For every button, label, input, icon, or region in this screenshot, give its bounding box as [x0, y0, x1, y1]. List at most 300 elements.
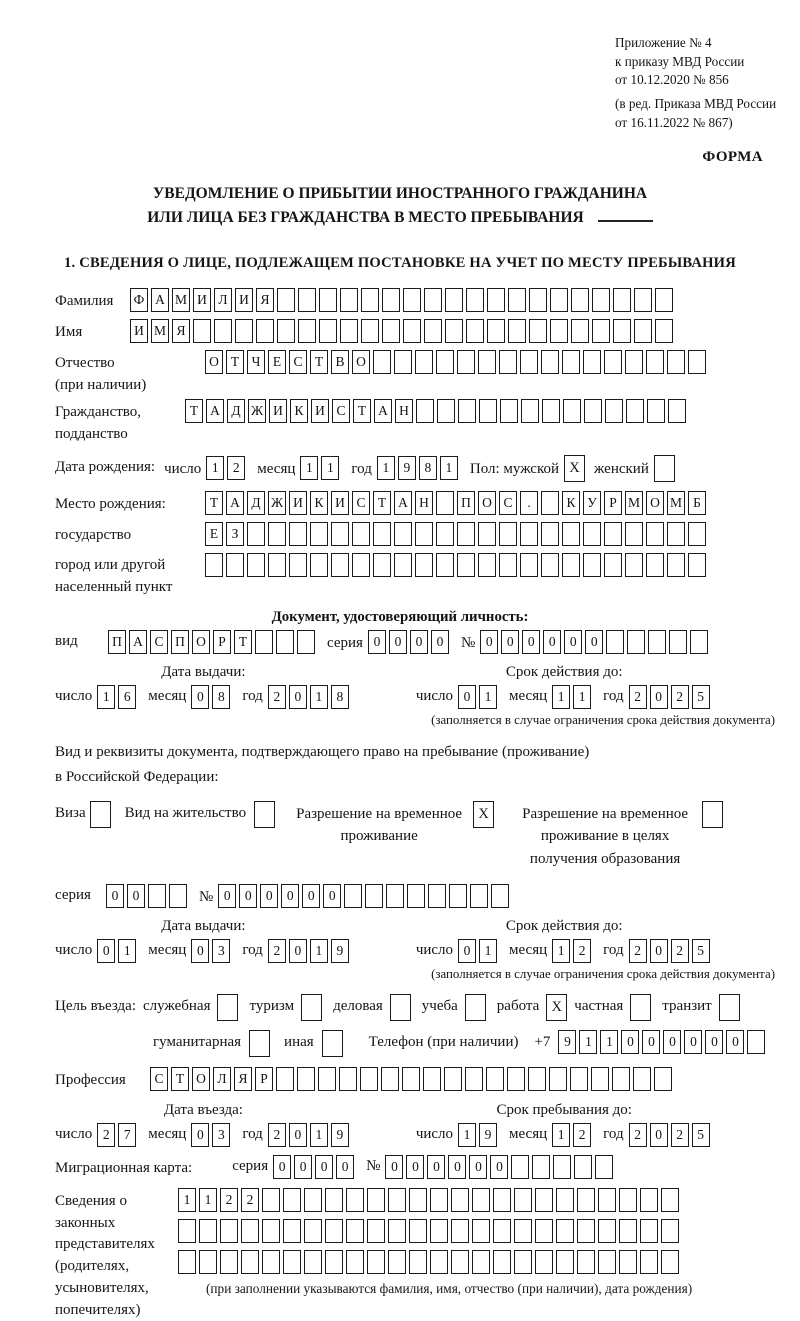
char-box[interactable]	[604, 553, 622, 577]
char-box[interactable]	[688, 350, 706, 374]
char-box[interactable]: 0	[385, 1155, 403, 1179]
char-box[interactable]	[626, 399, 644, 423]
char-box[interactable]: 2	[268, 1123, 286, 1147]
char-box[interactable]: 0	[368, 630, 386, 654]
char-box[interactable]: 1	[199, 1188, 217, 1212]
char-box[interactable]: 0	[650, 1123, 668, 1147]
char-box[interactable]	[331, 522, 349, 546]
char-box[interactable]: 0	[469, 1155, 487, 1179]
char-box[interactable]: З	[226, 522, 244, 546]
char-box[interactable]: 1	[552, 939, 570, 963]
char-box[interactable]	[514, 1188, 532, 1212]
char-box[interactable]: 0	[522, 630, 540, 654]
char-box[interactable]: 0	[97, 939, 115, 963]
char-box[interactable]	[277, 288, 295, 312]
male-checkbox[interactable]: X	[564, 455, 585, 482]
char-box[interactable]	[541, 553, 559, 577]
char-box[interactable]: П	[108, 630, 126, 654]
char-box[interactable]	[478, 350, 496, 374]
char-box[interactable]: 3	[212, 939, 230, 963]
char-box[interactable]	[571, 319, 589, 343]
char-box[interactable]: 7	[118, 1123, 136, 1147]
char-box[interactable]: И	[331, 491, 349, 515]
char-box[interactable]	[604, 350, 622, 374]
char-box[interactable]: М	[151, 319, 169, 343]
char-box[interactable]: Т	[205, 491, 223, 515]
char-box[interactable]: 6	[118, 685, 136, 709]
char-box[interactable]	[199, 1219, 217, 1243]
char-box[interactable]: О	[192, 630, 210, 654]
char-box[interactable]: Е	[205, 522, 223, 546]
char-box[interactable]: 0	[427, 1155, 445, 1179]
char-box[interactable]: О	[646, 491, 664, 515]
char-box[interactable]	[661, 1188, 679, 1212]
char-box[interactable]: 1	[178, 1188, 196, 1212]
char-box[interactable]	[340, 288, 358, 312]
char-box[interactable]	[310, 553, 328, 577]
char-box[interactable]: 0	[663, 1030, 681, 1054]
char-box[interactable]: С	[499, 491, 517, 515]
char-box[interactable]: И	[235, 288, 253, 312]
char-box[interactable]	[346, 1188, 364, 1212]
char-box[interactable]	[451, 1250, 469, 1274]
char-box[interactable]: 0	[127, 884, 145, 908]
char-box[interactable]	[220, 1250, 238, 1274]
char-box[interactable]	[553, 1155, 571, 1179]
char-box[interactable]	[255, 630, 273, 654]
char-box[interactable]: 0	[585, 630, 603, 654]
char-box[interactable]	[577, 1219, 595, 1243]
purpose-transit-checkbox[interactable]	[719, 994, 740, 1021]
char-box[interactable]: 5	[692, 939, 710, 963]
char-box[interactable]: 0	[323, 884, 341, 908]
purpose-other-checkbox[interactable]	[322, 1030, 343, 1057]
char-box[interactable]	[487, 288, 505, 312]
char-box[interactable]: Ж	[248, 399, 266, 423]
char-box[interactable]	[583, 350, 601, 374]
char-box[interactable]	[268, 522, 286, 546]
char-box[interactable]	[451, 1188, 469, 1212]
char-box[interactable]	[331, 553, 349, 577]
char-box[interactable]	[457, 553, 475, 577]
char-box[interactable]: 2	[629, 1123, 647, 1147]
char-box[interactable]: 2	[671, 1123, 689, 1147]
char-box[interactable]: 0	[650, 939, 668, 963]
char-box[interactable]	[318, 1067, 336, 1091]
char-box[interactable]	[550, 288, 568, 312]
char-box[interactable]	[148, 884, 166, 908]
char-box[interactable]	[445, 319, 463, 343]
char-box[interactable]: 2	[241, 1188, 259, 1212]
char-box[interactable]	[297, 630, 315, 654]
char-box[interactable]	[344, 884, 362, 908]
char-box[interactable]	[241, 1250, 259, 1274]
char-box[interactable]	[640, 1250, 658, 1274]
char-box[interactable]	[424, 319, 442, 343]
char-box[interactable]: С	[352, 491, 370, 515]
char-box[interactable]	[562, 522, 580, 546]
char-box[interactable]: 0	[705, 1030, 723, 1054]
char-box[interactable]: 0	[448, 1155, 466, 1179]
char-box[interactable]	[199, 1250, 217, 1274]
char-box[interactable]: 1	[377, 456, 395, 480]
char-box[interactable]: Ч	[247, 350, 265, 374]
char-box[interactable]	[499, 522, 517, 546]
char-box[interactable]	[556, 1250, 574, 1274]
char-box[interactable]	[298, 319, 316, 343]
char-box[interactable]	[667, 350, 685, 374]
purpose-tourism-checkbox[interactable]	[301, 994, 322, 1021]
char-box[interactable]	[669, 630, 687, 654]
char-box[interactable]: А	[226, 491, 244, 515]
char-box[interactable]	[220, 1219, 238, 1243]
char-box[interactable]	[598, 1250, 616, 1274]
char-box[interactable]: 2	[671, 939, 689, 963]
char-box[interactable]: 0	[650, 685, 668, 709]
char-box[interactable]	[388, 1188, 406, 1212]
visa-checkbox[interactable]	[90, 801, 111, 828]
char-box[interactable]	[499, 350, 517, 374]
char-box[interactable]	[634, 288, 652, 312]
char-box[interactable]	[514, 1250, 532, 1274]
char-box[interactable]	[640, 1188, 658, 1212]
char-box[interactable]	[394, 553, 412, 577]
char-box[interactable]	[508, 288, 526, 312]
char-box[interactable]	[535, 1250, 553, 1274]
char-box[interactable]: 9	[479, 1123, 497, 1147]
char-box[interactable]	[541, 491, 559, 515]
char-box[interactable]	[627, 630, 645, 654]
char-box[interactable]: 0	[289, 1123, 307, 1147]
char-box[interactable]: И	[269, 399, 287, 423]
char-box[interactable]	[367, 1219, 385, 1243]
char-box[interactable]: 8	[331, 685, 349, 709]
char-box[interactable]: Д	[247, 491, 265, 515]
char-box[interactable]	[529, 319, 547, 343]
char-box[interactable]	[415, 553, 433, 577]
char-box[interactable]: С	[150, 1067, 168, 1091]
char-box[interactable]: 8	[419, 456, 437, 480]
char-box[interactable]	[508, 319, 526, 343]
char-box[interactable]	[690, 630, 708, 654]
char-box[interactable]	[595, 1155, 613, 1179]
char-box[interactable]	[436, 491, 454, 515]
char-box[interactable]: О	[352, 350, 370, 374]
char-box[interactable]	[436, 350, 454, 374]
char-box[interactable]: 0	[315, 1155, 333, 1179]
purpose-study-checkbox[interactable]	[465, 994, 486, 1021]
char-box[interactable]	[571, 288, 589, 312]
char-box[interactable]	[493, 1219, 511, 1243]
char-box[interactable]: 1	[300, 456, 318, 480]
char-box[interactable]	[478, 553, 496, 577]
char-box[interactable]: 1	[600, 1030, 618, 1054]
char-box[interactable]	[409, 1250, 427, 1274]
char-box[interactable]	[493, 1188, 511, 1212]
char-box[interactable]	[346, 1219, 364, 1243]
char-box[interactable]: 1	[310, 939, 328, 963]
char-box[interactable]	[415, 350, 433, 374]
char-box[interactable]: 0	[302, 884, 320, 908]
char-box[interactable]	[556, 1219, 574, 1243]
char-box[interactable]: Я	[256, 288, 274, 312]
char-box[interactable]: 1	[206, 456, 224, 480]
char-box[interactable]	[304, 1188, 322, 1212]
temp-residence-education-checkbox[interactable]	[702, 801, 723, 828]
char-box[interactable]	[226, 553, 244, 577]
char-box[interactable]	[256, 319, 274, 343]
char-box[interactable]	[449, 884, 467, 908]
char-box[interactable]: 2	[227, 456, 245, 480]
char-box[interactable]: 0	[406, 1155, 424, 1179]
char-box[interactable]: 1	[573, 685, 591, 709]
char-box[interactable]: Т	[310, 350, 328, 374]
char-box[interactable]	[277, 319, 295, 343]
char-box[interactable]	[667, 522, 685, 546]
char-box[interactable]	[403, 319, 421, 343]
char-box[interactable]	[478, 522, 496, 546]
char-box[interactable]: Т	[373, 491, 391, 515]
char-box[interactable]	[430, 1219, 448, 1243]
char-box[interactable]	[430, 1250, 448, 1274]
char-box[interactable]	[458, 399, 476, 423]
char-box[interactable]	[451, 1219, 469, 1243]
char-box[interactable]: 9	[558, 1030, 576, 1054]
char-box[interactable]	[654, 1067, 672, 1091]
temp-residence-checkbox[interactable]: X	[473, 801, 494, 828]
char-box[interactable]	[402, 1067, 420, 1091]
char-box[interactable]	[444, 1067, 462, 1091]
char-box[interactable]: 2	[573, 939, 591, 963]
char-box[interactable]: П	[457, 491, 475, 515]
char-box[interactable]	[647, 399, 665, 423]
char-box[interactable]	[437, 399, 455, 423]
char-box[interactable]	[514, 1219, 532, 1243]
char-box[interactable]	[570, 1067, 588, 1091]
char-box[interactable]	[193, 319, 211, 343]
char-box[interactable]	[304, 1219, 322, 1243]
char-box[interactable]	[646, 350, 664, 374]
char-box[interactable]	[409, 1219, 427, 1243]
char-box[interactable]: Л	[214, 288, 232, 312]
char-box[interactable]	[415, 522, 433, 546]
char-box[interactable]: Т	[226, 350, 244, 374]
char-box[interactable]	[289, 522, 307, 546]
char-box[interactable]: 0	[564, 630, 582, 654]
char-box[interactable]: 0	[289, 685, 307, 709]
char-box[interactable]: 0	[273, 1155, 291, 1179]
char-box[interactable]: М	[172, 288, 190, 312]
char-box[interactable]: Е	[268, 350, 286, 374]
char-box[interactable]	[577, 1250, 595, 1274]
char-box[interactable]	[619, 1188, 637, 1212]
char-box[interactable]	[465, 1067, 483, 1091]
char-box[interactable]	[276, 630, 294, 654]
char-box[interactable]: Р	[604, 491, 622, 515]
char-box[interactable]	[428, 884, 446, 908]
char-box[interactable]	[340, 319, 358, 343]
char-box[interactable]: 0	[289, 939, 307, 963]
char-box[interactable]	[591, 1067, 609, 1091]
char-box[interactable]	[549, 1067, 567, 1091]
char-box[interactable]	[283, 1250, 301, 1274]
char-box[interactable]	[521, 399, 539, 423]
char-box[interactable]	[325, 1188, 343, 1212]
char-box[interactable]: И	[311, 399, 329, 423]
char-box[interactable]: 1	[310, 685, 328, 709]
char-box[interactable]: Т	[234, 630, 252, 654]
char-box[interactable]	[247, 522, 265, 546]
char-box[interactable]: 3	[212, 1123, 230, 1147]
char-box[interactable]	[633, 1067, 651, 1091]
char-box[interactable]	[612, 1067, 630, 1091]
char-box[interactable]	[646, 522, 664, 546]
char-box[interactable]: 0	[490, 1155, 508, 1179]
char-box[interactable]: Н	[415, 491, 433, 515]
char-box[interactable]	[430, 1188, 448, 1212]
char-box[interactable]	[661, 1250, 679, 1274]
char-box[interactable]	[542, 399, 560, 423]
char-box[interactable]	[619, 1219, 637, 1243]
char-box[interactable]: 9	[331, 939, 349, 963]
char-box[interactable]	[648, 630, 666, 654]
char-box[interactable]	[388, 1219, 406, 1243]
char-box[interactable]: 1	[552, 1123, 570, 1147]
char-box[interactable]: 0	[239, 884, 257, 908]
char-box[interactable]: М	[667, 491, 685, 515]
char-box[interactable]: Я	[234, 1067, 252, 1091]
char-box[interactable]	[178, 1250, 196, 1274]
char-box[interactable]	[445, 288, 463, 312]
char-box[interactable]	[276, 1067, 294, 1091]
purpose-business-checkbox[interactable]	[217, 994, 238, 1021]
char-box[interactable]: А	[374, 399, 392, 423]
char-box[interactable]	[169, 884, 187, 908]
char-box[interactable]: 5	[692, 1123, 710, 1147]
char-box[interactable]	[262, 1219, 280, 1243]
char-box[interactable]	[304, 1250, 322, 1274]
char-box[interactable]: К	[562, 491, 580, 515]
char-box[interactable]	[688, 553, 706, 577]
char-box[interactable]: 2	[573, 1123, 591, 1147]
char-box[interactable]: К	[310, 491, 328, 515]
char-box[interactable]	[499, 553, 517, 577]
purpose-commercial-checkbox[interactable]	[390, 994, 411, 1021]
char-box[interactable]: 0	[501, 630, 519, 654]
char-box[interactable]: Т	[185, 399, 203, 423]
char-box[interactable]	[606, 630, 624, 654]
char-box[interactable]	[214, 319, 232, 343]
char-box[interactable]: 0	[543, 630, 561, 654]
char-box[interactable]	[365, 884, 383, 908]
char-box[interactable]: А	[151, 288, 169, 312]
char-box[interactable]: 2	[629, 685, 647, 709]
char-box[interactable]	[493, 1250, 511, 1274]
char-box[interactable]: У	[583, 491, 601, 515]
char-box[interactable]	[283, 1219, 301, 1243]
char-box[interactable]	[262, 1188, 280, 1212]
char-box[interactable]	[325, 1219, 343, 1243]
char-box[interactable]: А	[394, 491, 412, 515]
char-box[interactable]: Т	[171, 1067, 189, 1091]
char-box[interactable]: 1	[552, 685, 570, 709]
purpose-humanitarian-checkbox[interactable]	[249, 1030, 270, 1057]
char-box[interactable]	[325, 1250, 343, 1274]
char-box[interactable]	[562, 553, 580, 577]
char-box[interactable]	[381, 1067, 399, 1091]
char-box[interactable]	[352, 553, 370, 577]
char-box[interactable]	[598, 1219, 616, 1243]
char-box[interactable]	[584, 399, 602, 423]
char-box[interactable]: 2	[97, 1123, 115, 1147]
char-box[interactable]: 1	[97, 685, 115, 709]
char-box[interactable]	[394, 350, 412, 374]
char-box[interactable]	[532, 1155, 550, 1179]
char-box[interactable]	[289, 553, 307, 577]
char-box[interactable]	[339, 1067, 357, 1091]
char-box[interactable]: Б	[688, 491, 706, 515]
char-box[interactable]: 0	[191, 1123, 209, 1147]
char-box[interactable]	[500, 399, 518, 423]
char-box[interactable]: Т	[353, 399, 371, 423]
char-box[interactable]: 2	[268, 939, 286, 963]
char-box[interactable]	[535, 1188, 553, 1212]
char-box[interactable]: Р	[213, 630, 231, 654]
char-box[interactable]	[310, 522, 328, 546]
char-box[interactable]	[367, 1188, 385, 1212]
char-box[interactable]	[688, 522, 706, 546]
char-box[interactable]	[424, 288, 442, 312]
char-box[interactable]	[520, 522, 538, 546]
char-box[interactable]	[529, 288, 547, 312]
char-box[interactable]	[394, 522, 412, 546]
char-box[interactable]	[563, 399, 581, 423]
char-box[interactable]	[661, 1219, 679, 1243]
char-box[interactable]	[747, 1030, 765, 1054]
char-box[interactable]	[668, 399, 686, 423]
char-box[interactable]: 0	[191, 685, 209, 709]
char-box[interactable]	[346, 1250, 364, 1274]
char-box[interactable]	[388, 1250, 406, 1274]
char-box[interactable]	[625, 350, 643, 374]
char-box[interactable]	[655, 288, 673, 312]
char-box[interactable]: 0	[294, 1155, 312, 1179]
char-box[interactable]	[367, 1250, 385, 1274]
char-box[interactable]	[583, 553, 601, 577]
char-box[interactable]: 0	[621, 1030, 639, 1054]
char-box[interactable]	[436, 522, 454, 546]
char-box[interactable]	[352, 522, 370, 546]
char-box[interactable]	[373, 553, 391, 577]
char-box[interactable]	[205, 553, 223, 577]
char-box[interactable]: А	[206, 399, 224, 423]
char-box[interactable]: О	[205, 350, 223, 374]
char-box[interactable]	[574, 1155, 592, 1179]
char-box[interactable]	[436, 553, 454, 577]
char-box[interactable]	[605, 399, 623, 423]
char-box[interactable]	[487, 319, 505, 343]
char-box[interactable]: И	[289, 491, 307, 515]
char-box[interactable]: К	[290, 399, 308, 423]
char-box[interactable]	[613, 319, 631, 343]
char-box[interactable]: Д	[227, 399, 245, 423]
char-box[interactable]	[247, 553, 265, 577]
char-box[interactable]	[625, 522, 643, 546]
char-box[interactable]	[491, 884, 509, 908]
char-box[interactable]	[667, 553, 685, 577]
char-box[interactable]: 0	[480, 630, 498, 654]
char-box[interactable]: 0	[191, 939, 209, 963]
